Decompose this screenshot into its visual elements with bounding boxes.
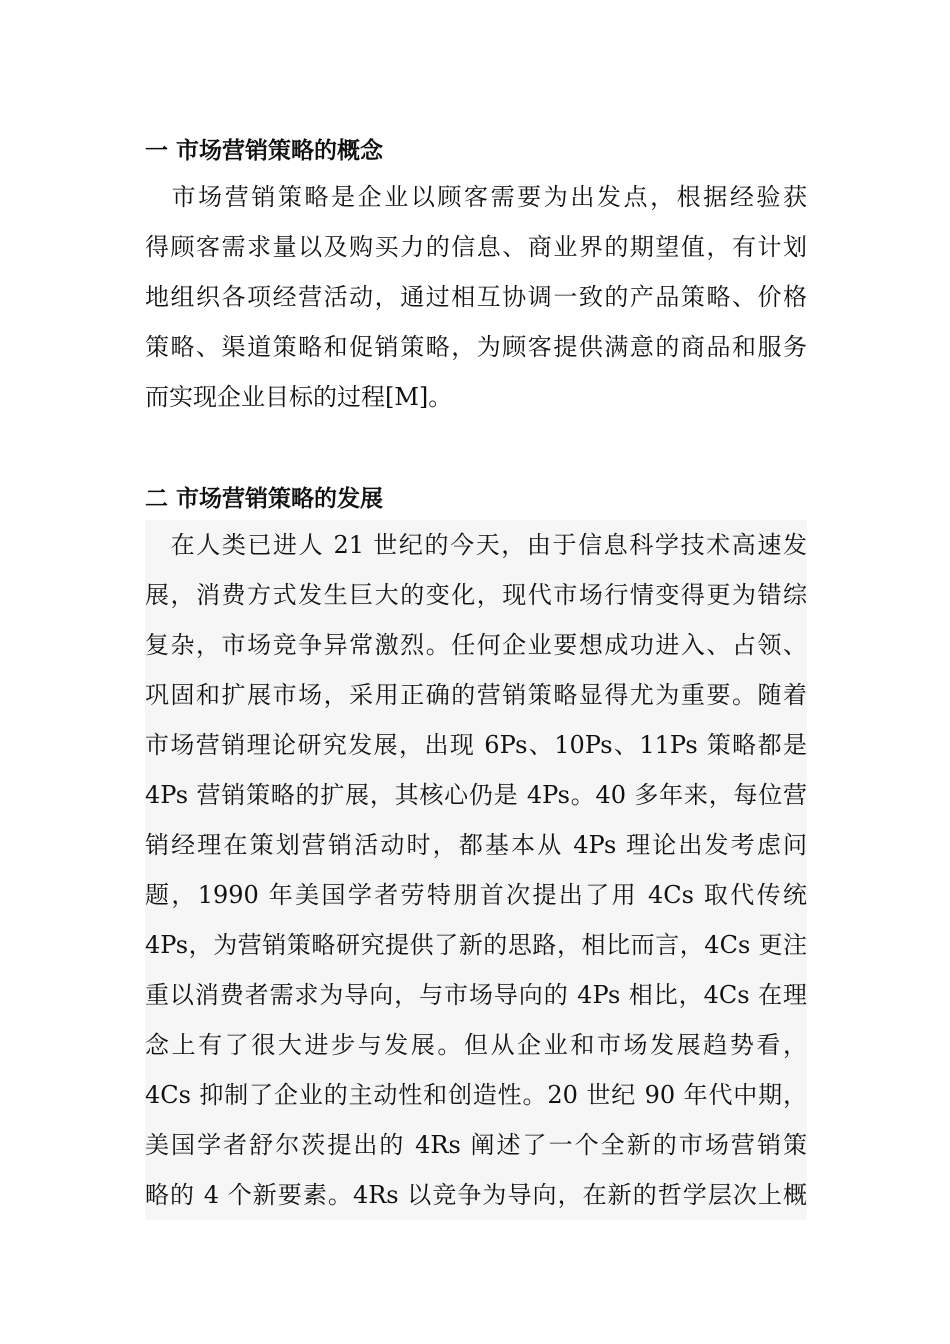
paragraph-line: 展，消费方式发生巨大的变化，现代市场行情变得更为错综 <box>145 581 807 609</box>
paragraph-line: 复杂，市场竞争异常激烈。任何企业要想成功进入、占领、 <box>145 631 807 659</box>
paragraph-line: 题，1990 年美国学者劳特朋首次提出了用 4Cs 取代传统 <box>145 881 807 909</box>
paragraph-line: 策略、渠道策略和促销策略，为顾客提供满意的商品和服务 <box>145 333 807 361</box>
paragraph-line: 略的 4 个新要素。4Rs 以竞争为导向，在新的哲学层次上概 <box>145 1181 807 1209</box>
paragraph-line: 而实现企业目标的过程[M]。 <box>145 383 453 411</box>
paragraph-line: 4Ps 营销策略的扩展，其核心仍是 4Ps。40 多年来，每位营 <box>145 781 807 809</box>
section-heading-development: 二 市场营销策略的发展 <box>145 486 384 512</box>
paragraph-line: 念上有了很大进步与发展。但从企业和市场发展趋势看， <box>145 1031 807 1059</box>
paragraph-line: 在人类已进人 21 世纪的今天，由于信息科学技术高速发 <box>145 531 807 559</box>
paragraph-line: 市场营销策略是企业以顾客需要为出发点，根据经验获 <box>145 183 807 211</box>
paragraph-concept <box>145 172 807 422</box>
paragraph-line: 美国学者舒尔茨提出的 4Rs 阐述了一个全新的市场营销策 <box>145 1131 807 1159</box>
paragraph-line: 巩固和扩展市场，采用正确的营销策略显得尤为重要。随着 <box>145 681 807 709</box>
paragraph-line: 4Cs 抑制了企业的主动性和创造性。20 世纪 90 年代中期， <box>145 1081 807 1109</box>
paragraph-line: 销经理在策划营销活动时，都基本从 4Ps 理论出发考虑问 <box>145 831 807 859</box>
paragraph-line: 地组织各项经营活动，通过相互协调一致的产品策略、价格 <box>145 283 807 311</box>
paragraph-development <box>145 520 807 1220</box>
section-heading-concept: 一 市场营销策略的概念 <box>145 138 384 164</box>
paragraph-line: 得顾客需求量以及购买力的信息、商业界的期望值，有计划 <box>145 233 807 261</box>
paragraph-line: 4Ps，为营销策略研究提供了新的思路，相比而言，4Cs 更注 <box>145 931 807 959</box>
paragraph-line: 重以消费者需求为导向，与市场导向的 4Ps 相比，4Cs 在理 <box>145 981 807 1009</box>
paragraph-line: 市场营销理论研究发展，出现 6Ps、10Ps、11Ps 策略都是 <box>145 731 807 759</box>
